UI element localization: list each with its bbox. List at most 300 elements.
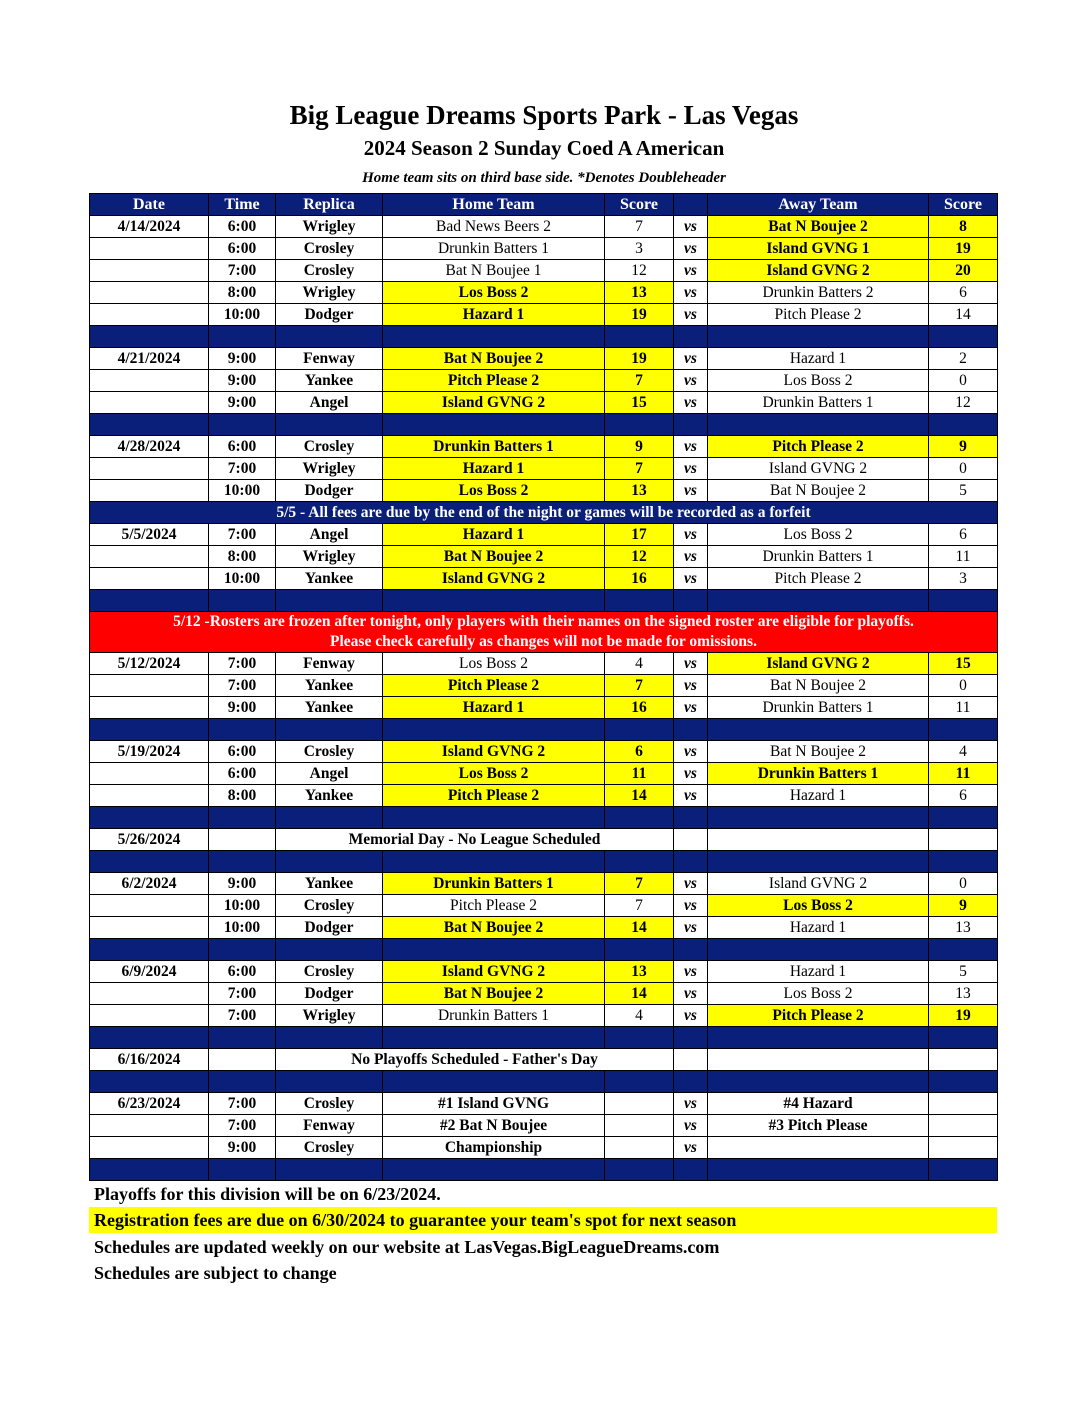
away-team: Island GVNG 2 xyxy=(708,873,929,895)
separator-cell xyxy=(674,1159,708,1181)
separator-cell xyxy=(276,719,383,741)
separator-cell xyxy=(929,851,998,873)
separator-cell xyxy=(209,719,276,741)
away-team: Bat N Boujee 2 xyxy=(708,480,929,502)
separator-cell xyxy=(276,1027,383,1049)
game-date: 4/21/2024 xyxy=(90,348,209,370)
week-separator-row xyxy=(90,939,998,961)
separator-cell xyxy=(605,939,674,961)
vs-label: vs xyxy=(674,1005,708,1027)
week-separator-row xyxy=(90,719,998,741)
away-score xyxy=(929,1049,998,1071)
home-team: Hazard 1 xyxy=(383,524,605,546)
game-date xyxy=(90,697,209,719)
separator-cell xyxy=(929,590,998,612)
game-date: 6/9/2024 xyxy=(90,961,209,983)
footer-disclaimer: Schedules are subject to change xyxy=(94,1263,337,1283)
away-team: Drunkin Batters 1 xyxy=(708,392,929,414)
home-team: Championship xyxy=(383,1137,605,1159)
separator-cell xyxy=(90,719,209,741)
vs-label: vs xyxy=(674,260,708,282)
away-team: Drunkin Batters 1 xyxy=(708,697,929,719)
home-score xyxy=(605,1137,674,1159)
game-date xyxy=(90,546,209,568)
game-time: 8:00 xyxy=(209,785,276,807)
away-score: 8 xyxy=(929,216,998,238)
game-row xyxy=(90,785,998,807)
separator-cell xyxy=(708,719,929,741)
vs-label: vs xyxy=(674,348,708,370)
vs-label: vs xyxy=(674,304,708,326)
game-time: 8:00 xyxy=(209,546,276,568)
roster-freeze-notice-row xyxy=(90,612,998,653)
vs-label: vs xyxy=(674,675,708,697)
game-field: Crosley xyxy=(276,260,383,282)
home-team: Pitch Please 2 xyxy=(383,370,605,392)
away-team: Island GVNG 2 xyxy=(708,653,929,675)
home-score: 13 xyxy=(605,961,674,983)
notice-line-2: Please check carefully as changes will not be made for omissions. xyxy=(330,633,757,650)
game-time: 9:00 xyxy=(209,392,276,414)
game-field: Crosley xyxy=(276,895,383,917)
home-score: 6 xyxy=(605,741,674,763)
home-team: Los Boss 2 xyxy=(383,653,605,675)
separator-cell xyxy=(708,807,929,829)
game-date xyxy=(90,304,209,326)
vs-label: vs xyxy=(674,1093,708,1115)
away-score: 4 xyxy=(929,741,998,763)
notice-text: 5/5 - All fees are due by the end of the night or games will be recorded as a forfeit xyxy=(90,502,998,524)
away-score: 0 xyxy=(929,458,998,480)
game-field: Wrigley xyxy=(276,282,383,304)
vs-label: vs xyxy=(674,873,708,895)
away-team: Los Boss 2 xyxy=(708,983,929,1005)
home-team: Island GVNG 2 xyxy=(383,568,605,590)
game-date xyxy=(90,480,209,502)
game-time: 10:00 xyxy=(209,568,276,590)
away-score: 20 xyxy=(929,260,998,282)
game-row xyxy=(90,917,998,939)
game-field: Yankee xyxy=(276,568,383,590)
separator-cell xyxy=(383,590,605,612)
home-score: 16 xyxy=(605,697,674,719)
game-time: 6:00 xyxy=(209,216,276,238)
home-team: Island GVNG 2 xyxy=(383,741,605,763)
game-date xyxy=(90,238,209,260)
vs-label: vs xyxy=(674,216,708,238)
game-row xyxy=(90,458,998,480)
game-field: Crosley xyxy=(276,436,383,458)
separator-cell xyxy=(276,851,383,873)
separator-cell xyxy=(674,326,708,348)
vs-label: vs xyxy=(674,741,708,763)
vs-label: vs xyxy=(674,568,708,590)
vs-label: vs xyxy=(674,653,708,675)
page-subtitle: 2024 Season 2 Sunday Coed A American xyxy=(363,136,725,160)
separator-cell xyxy=(929,807,998,829)
game-date xyxy=(90,370,209,392)
game-row xyxy=(90,480,998,502)
separator-cell xyxy=(929,1071,998,1093)
home-team: Bat N Boujee 2 xyxy=(383,917,605,939)
away-team: Bat N Boujee 2 xyxy=(708,741,929,763)
home-team: Drunkin Batters 1 xyxy=(383,238,605,260)
col-time: Time xyxy=(209,194,276,216)
home-team: Los Boss 2 xyxy=(383,480,605,502)
home-score: 11 xyxy=(605,763,674,785)
home-team: #2 Bat N Boujee xyxy=(383,1115,605,1137)
away-score: 3 xyxy=(929,568,998,590)
game-row xyxy=(90,568,998,590)
away-score: 19 xyxy=(929,238,998,260)
home-score: 9 xyxy=(605,436,674,458)
game-time: 6:00 xyxy=(209,961,276,983)
away-score: 9 xyxy=(929,436,998,458)
separator-cell xyxy=(383,1071,605,1093)
game-field: Wrigley xyxy=(276,458,383,480)
vs-label: vs xyxy=(674,480,708,502)
vs-label: vs xyxy=(674,370,708,392)
game-time: 7:00 xyxy=(209,675,276,697)
schedule-table xyxy=(89,193,998,1181)
game-field: Wrigley xyxy=(276,1005,383,1027)
footer-registration: Registration fees are due on 6/30/2024 to guarantee your team's spot for next season xyxy=(89,1207,997,1233)
away-score: 11 xyxy=(929,763,998,785)
away-team: Pitch Please 2 xyxy=(708,568,929,590)
game-row xyxy=(90,238,998,260)
game-time: 7:00 xyxy=(209,983,276,1005)
home-score: 7 xyxy=(605,458,674,480)
away-score: 0 xyxy=(929,675,998,697)
separator-cell xyxy=(929,719,998,741)
separator-cell xyxy=(605,326,674,348)
away-score: 12 xyxy=(929,392,998,414)
away-team: Drunkin Batters 2 xyxy=(708,282,929,304)
week-separator-row xyxy=(90,326,998,348)
separator-cell xyxy=(276,414,383,436)
separator-cell xyxy=(383,1159,605,1181)
away-score: 2 xyxy=(929,348,998,370)
separator-cell xyxy=(929,939,998,961)
home-score: 19 xyxy=(605,348,674,370)
away-team: Pitch Please 2 xyxy=(708,1005,929,1027)
separator-cell xyxy=(674,807,708,829)
separator-cell xyxy=(209,414,276,436)
home-score: 7 xyxy=(605,216,674,238)
game-time: 9:00 xyxy=(209,348,276,370)
away-team: Island GVNG 1 xyxy=(708,238,929,260)
away-team: Pitch Please 2 xyxy=(708,436,929,458)
separator-cell xyxy=(276,939,383,961)
home-team: Drunkin Batters 1 xyxy=(383,873,605,895)
away-score: 5 xyxy=(929,961,998,983)
game-time: 10:00 xyxy=(209,895,276,917)
home-team: Los Boss 2 xyxy=(383,763,605,785)
vs-label: vs xyxy=(674,238,708,260)
separator-cell xyxy=(276,326,383,348)
home-score: 3 xyxy=(605,238,674,260)
home-team: Pitch Please 2 xyxy=(383,675,605,697)
separator-cell xyxy=(90,414,209,436)
separator-cell xyxy=(605,851,674,873)
game-time xyxy=(209,829,276,851)
col-away-team: Away Team xyxy=(708,194,929,216)
separator-cell xyxy=(383,807,605,829)
game-date xyxy=(90,1005,209,1027)
game-time xyxy=(209,1049,276,1071)
home-score: 16 xyxy=(605,568,674,590)
vs-label: vs xyxy=(674,282,708,304)
home-team: Bad News Beers 2 xyxy=(383,216,605,238)
game-row xyxy=(90,436,998,458)
separator-cell xyxy=(209,1159,276,1181)
separator-cell xyxy=(276,1159,383,1181)
away-team: Hazard 1 xyxy=(708,917,929,939)
away-team xyxy=(708,829,929,851)
home-team: Hazard 1 xyxy=(383,458,605,480)
roster-freeze-notice xyxy=(90,612,998,653)
col-away-score: Score xyxy=(929,194,998,216)
game-row xyxy=(90,763,998,785)
game-time: 7:00 xyxy=(209,524,276,546)
separator-cell xyxy=(209,939,276,961)
home-team: #1 Island GVNG xyxy=(383,1093,605,1115)
home-score: 13 xyxy=(605,282,674,304)
game-field: Fenway xyxy=(276,653,383,675)
away-score: 11 xyxy=(929,546,998,568)
game-time: 7:00 xyxy=(209,260,276,282)
game-row xyxy=(90,873,998,895)
game-date: 5/19/2024 xyxy=(90,741,209,763)
away-team: Island GVNG 2 xyxy=(708,260,929,282)
home-score: 13 xyxy=(605,480,674,502)
game-date: 4/28/2024 xyxy=(90,436,209,458)
game-time: 10:00 xyxy=(209,304,276,326)
game-date: 5/5/2024 xyxy=(90,524,209,546)
away-team: Hazard 1 xyxy=(708,785,929,807)
game-row xyxy=(90,216,998,238)
home-team: Island GVNG 2 xyxy=(383,961,605,983)
home-score xyxy=(605,1115,674,1137)
home-team: Island GVNG 2 xyxy=(383,392,605,414)
vs-label: vs xyxy=(674,917,708,939)
game-date xyxy=(90,1115,209,1137)
separator-cell xyxy=(383,851,605,873)
vs-cell xyxy=(674,829,708,851)
game-date: 5/26/2024 xyxy=(90,829,209,851)
separator-cell xyxy=(90,326,209,348)
separator-cell xyxy=(674,590,708,612)
game-time: 7:00 xyxy=(209,458,276,480)
vs-label: vs xyxy=(674,392,708,414)
home-score: 4 xyxy=(605,653,674,675)
game-row xyxy=(90,961,998,983)
separator-cell xyxy=(605,1071,674,1093)
separator-cell xyxy=(209,851,276,873)
vs-label: vs xyxy=(674,1115,708,1137)
separator-cell xyxy=(90,851,209,873)
game-date xyxy=(90,260,209,282)
game-field: Wrigley xyxy=(276,216,383,238)
away-score: 0 xyxy=(929,370,998,392)
game-row xyxy=(90,1137,998,1159)
game-time: 7:00 xyxy=(209,653,276,675)
game-time: 6:00 xyxy=(209,763,276,785)
game-time: 9:00 xyxy=(209,1137,276,1159)
week-separator-row xyxy=(90,1071,998,1093)
game-time: 6:00 xyxy=(209,741,276,763)
table-header-row xyxy=(90,194,998,216)
col-date: Date xyxy=(90,194,209,216)
away-score xyxy=(929,1115,998,1137)
game-row xyxy=(90,653,998,675)
home-score: 7 xyxy=(605,370,674,392)
game-row xyxy=(90,1093,998,1115)
game-row xyxy=(90,392,998,414)
game-row xyxy=(90,675,998,697)
game-field: Yankee xyxy=(276,370,383,392)
separator-cell xyxy=(605,590,674,612)
game-row xyxy=(90,1115,998,1137)
vs-label: vs xyxy=(674,1137,708,1159)
no-games-row xyxy=(90,829,998,851)
separator-cell xyxy=(674,719,708,741)
away-team: Drunkin Batters 1 xyxy=(708,763,929,785)
away-score: 15 xyxy=(929,653,998,675)
separator-cell xyxy=(276,590,383,612)
game-field: Crosley xyxy=(276,238,383,260)
separator-cell xyxy=(90,590,209,612)
footer-playoffs: Playoffs for this division will be on 6/23/2024. xyxy=(94,1184,441,1204)
separator-cell xyxy=(708,1071,929,1093)
away-score: 9 xyxy=(929,895,998,917)
col-vs xyxy=(674,194,708,216)
home-score: 12 xyxy=(605,546,674,568)
game-field: Angel xyxy=(276,392,383,414)
game-date xyxy=(90,458,209,480)
vs-label: vs xyxy=(674,961,708,983)
game-date xyxy=(90,895,209,917)
away-score: 0 xyxy=(929,873,998,895)
away-team: Bat N Boujee 2 xyxy=(708,675,929,697)
game-field: Angel xyxy=(276,524,383,546)
separator-cell xyxy=(90,1027,209,1049)
game-row xyxy=(90,282,998,304)
vs-label: vs xyxy=(674,436,708,458)
home-score: 7 xyxy=(605,873,674,895)
game-date xyxy=(90,392,209,414)
game-date: 6/2/2024 xyxy=(90,873,209,895)
separator-cell xyxy=(674,1071,708,1093)
separator-cell xyxy=(605,1159,674,1181)
game-time: 9:00 xyxy=(209,873,276,895)
vs-label: vs xyxy=(674,458,708,480)
game-time: 10:00 xyxy=(209,480,276,502)
separator-cell xyxy=(708,1159,929,1181)
separator-cell xyxy=(708,590,929,612)
header-note: Home team sits on third base side. *Denotes Doubleheader xyxy=(362,170,726,186)
separator-cell xyxy=(276,807,383,829)
home-team: Bat N Boujee 2 xyxy=(383,348,605,370)
home-team: Bat N Boujee 2 xyxy=(383,983,605,1005)
separator-cell xyxy=(708,326,929,348)
away-team xyxy=(708,1049,929,1071)
home-team: Drunkin Batters 1 xyxy=(383,1005,605,1027)
separator-cell xyxy=(929,414,998,436)
separator-cell xyxy=(383,939,605,961)
separator-cell xyxy=(674,1027,708,1049)
vs-cell xyxy=(674,1049,708,1071)
game-field: Dodger xyxy=(276,304,383,326)
separator-cell xyxy=(708,1027,929,1049)
game-field: Dodger xyxy=(276,983,383,1005)
home-team: Pitch Please 2 xyxy=(383,895,605,917)
home-team: Bat N Boujee 1 xyxy=(383,260,605,282)
week-separator-row xyxy=(90,1159,998,1181)
game-field: Wrigley xyxy=(276,546,383,568)
week-separator-row xyxy=(90,1027,998,1049)
away-score: 13 xyxy=(929,917,998,939)
away-team: Hazard 1 xyxy=(708,961,929,983)
game-date xyxy=(90,568,209,590)
separator-cell xyxy=(383,326,605,348)
game-row xyxy=(90,304,998,326)
separator-cell xyxy=(383,1027,605,1049)
away-team: Los Boss 2 xyxy=(708,895,929,917)
home-score: 14 xyxy=(605,917,674,939)
home-score: 14 xyxy=(605,785,674,807)
week-separator-row xyxy=(90,590,998,612)
col-replica: Replica xyxy=(276,194,383,216)
game-date xyxy=(90,763,209,785)
game-field: Angel xyxy=(276,763,383,785)
game-field: Crosley xyxy=(276,1093,383,1115)
away-score: 19 xyxy=(929,1005,998,1027)
page-title: Big League Dreams Sports Park - Las Vegas xyxy=(289,100,799,130)
game-row xyxy=(90,546,998,568)
away-score: 14 xyxy=(929,304,998,326)
separator-cell xyxy=(674,851,708,873)
home-score: 7 xyxy=(605,675,674,697)
home-team: Hazard 1 xyxy=(383,697,605,719)
no-games-text: Memorial Day - No League Scheduled xyxy=(276,829,674,851)
separator-cell xyxy=(209,807,276,829)
away-team: Pitch Please 2 xyxy=(708,304,929,326)
vs-label: vs xyxy=(674,546,708,568)
separator-cell xyxy=(605,807,674,829)
week-separator-row xyxy=(90,807,998,829)
vs-label: vs xyxy=(674,524,708,546)
away-team: Hazard 1 xyxy=(708,348,929,370)
home-score: 19 xyxy=(605,304,674,326)
game-row xyxy=(90,370,998,392)
separator-cell xyxy=(383,414,605,436)
game-field: Crosley xyxy=(276,1137,383,1159)
game-field: Crosley xyxy=(276,961,383,983)
away-team: #3 Pitch Please xyxy=(708,1115,929,1137)
separator-cell xyxy=(90,1071,209,1093)
separator-cell xyxy=(209,1027,276,1049)
game-time: 9:00 xyxy=(209,697,276,719)
game-time: 7:00 xyxy=(209,1115,276,1137)
game-time: 10:00 xyxy=(209,917,276,939)
separator-cell xyxy=(929,326,998,348)
separator-cell xyxy=(209,326,276,348)
separator-cell xyxy=(674,414,708,436)
game-field: Dodger xyxy=(276,917,383,939)
separator-cell xyxy=(209,590,276,612)
game-row xyxy=(90,1005,998,1027)
